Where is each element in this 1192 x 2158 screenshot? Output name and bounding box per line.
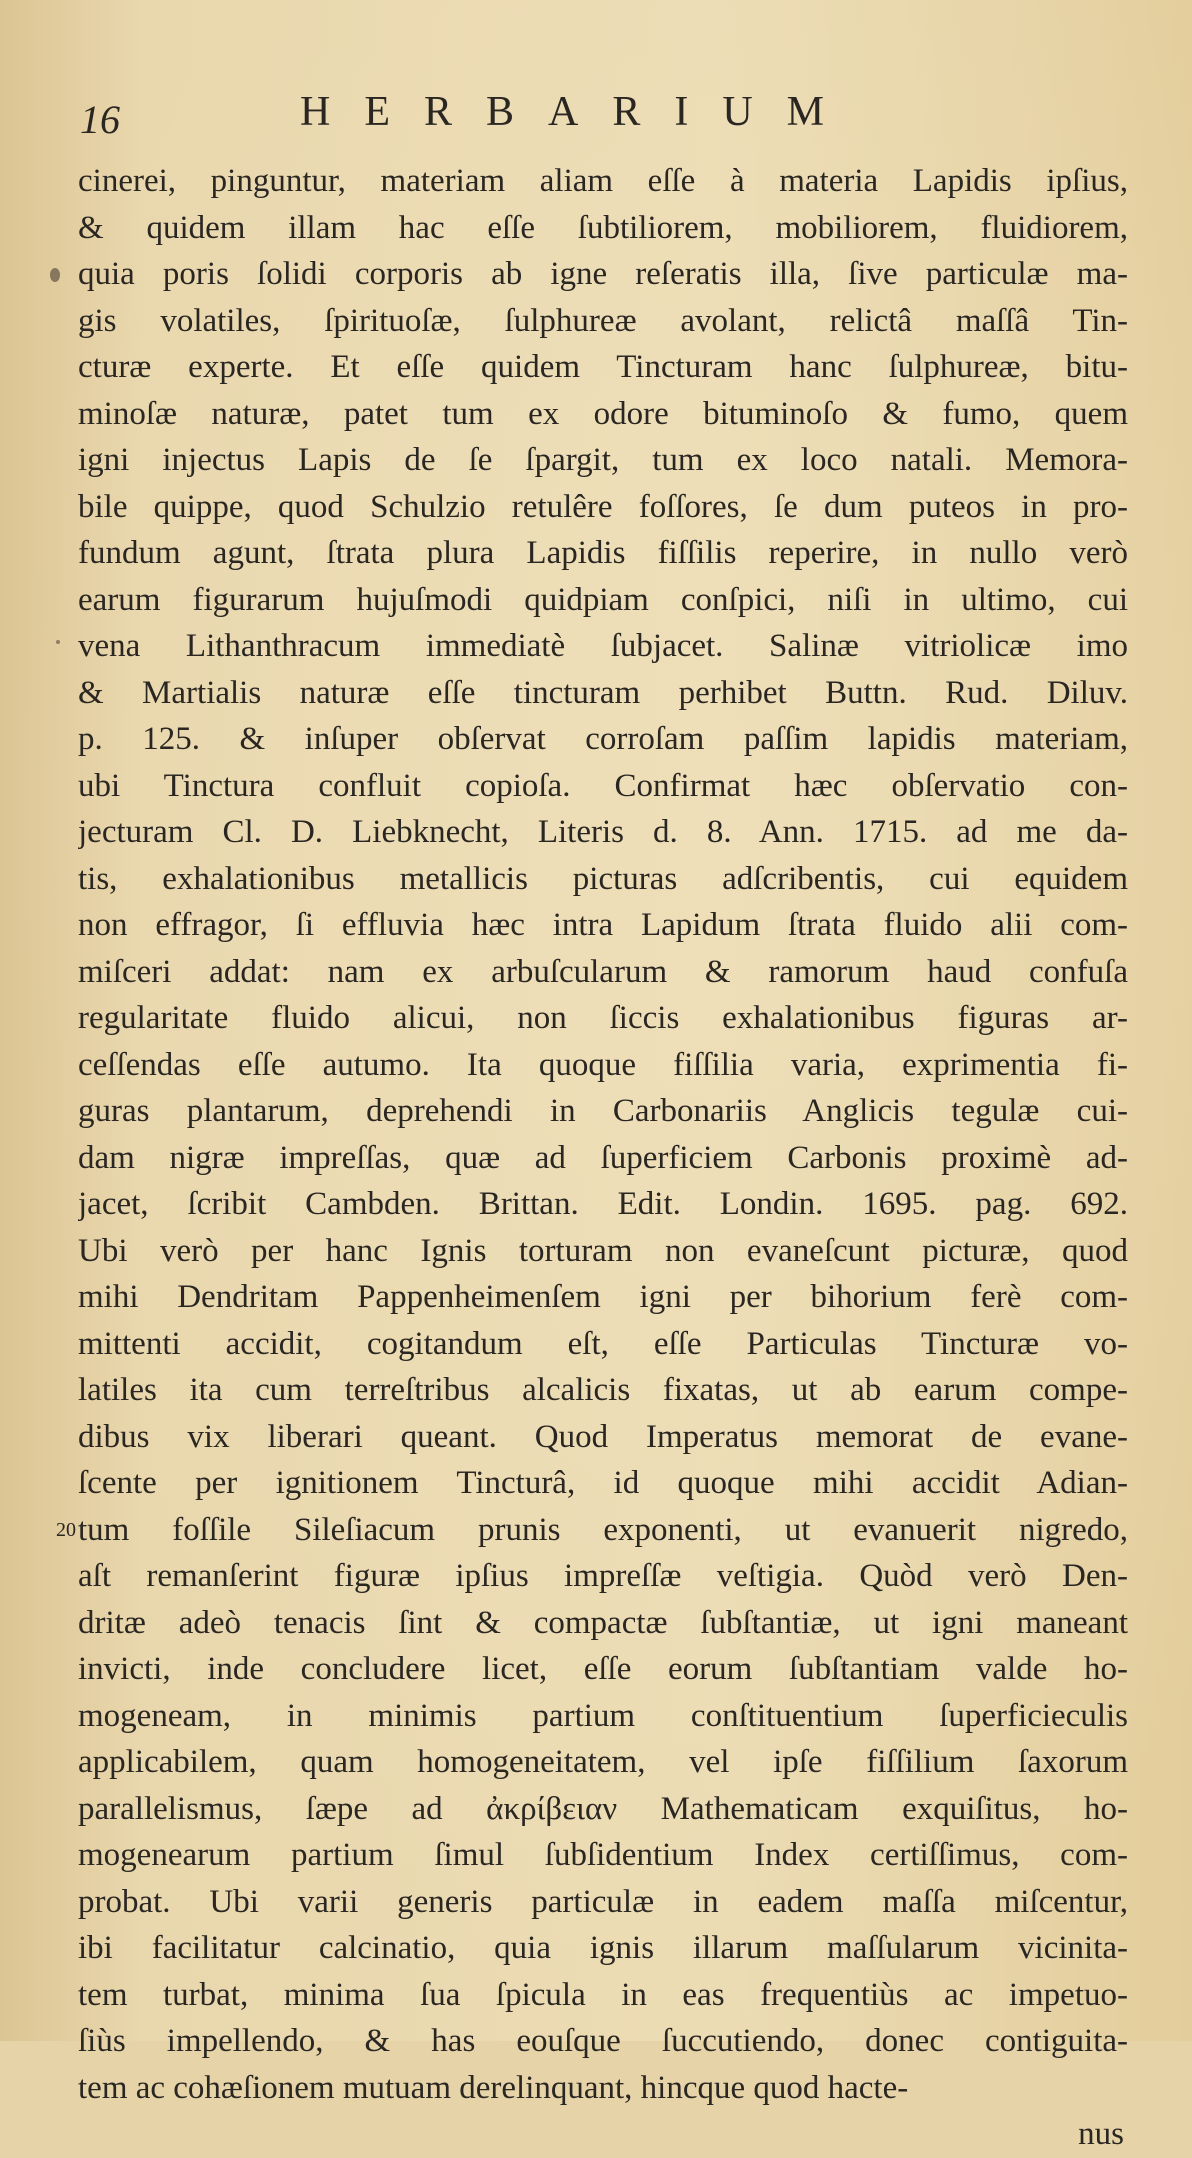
body-text [56, 158, 1128, 2158]
text-line-wrap [78, 1181, 1128, 1228]
text-line-wrap [78, 205, 1128, 252]
text-line-wrap [78, 949, 1128, 996]
text-line-wrap [78, 902, 1128, 949]
text-line: jecturam Cl. D. Liebknecht, Literis d. 8. Ann. 1715. ad me da- [78, 814, 1128, 850]
text-line-wrap [78, 344, 1128, 391]
text-line-wrap [78, 577, 1128, 624]
text-line-wrap [78, 1460, 1128, 1507]
text-line: fundum agunt, ſtrata plura Lapidis fiſſilis reperire, in nullo verò [78, 535, 1128, 571]
text-line: cturæ experte. Et eſſe quidem Tincturam hanc ſulphureæ, bitu- [78, 349, 1128, 385]
text-line: tum foſſile Sileſiacum prunis exponenti, ut evanuerit nigredo, [78, 1511, 1128, 1548]
text-line: dritæ adeò tenacis ſint & compactæ ſubſtantiæ, ut igni maneant [78, 1604, 1128, 1641]
text-line-wrap [78, 530, 1128, 577]
text-line: parallelismus, ſæpe ad ἀκρίβειαν Mathematicam exquiſitus, ho- [78, 1790, 1128, 1827]
text-line-wrap [78, 251, 1128, 298]
text-line: ſcente per ignitionem Tincturâ, id quoque mihi accidit Adian- [78, 1465, 1128, 1501]
text-line-wrap [78, 995, 1128, 1042]
text-line-wrap [78, 1600, 1128, 1647]
text-line-wrap [78, 391, 1128, 438]
text-line: ibi facilitatur calcinatio, quia ignis illarum maſſularum vicinita- [78, 1930, 1128, 1966]
text-line-wrap [78, 1972, 1128, 2019]
text-line-wrap [78, 158, 1128, 205]
text-line-wrap [78, 437, 1128, 484]
text-line: dibus vix liberari queant. Quod Imperatus memorat de evane- [78, 1418, 1128, 1455]
text-line-wrap [78, 1739, 1128, 1786]
text-line: minoſæ naturæ, patet tum ex odore bituminoſo & fumo, quem [78, 395, 1128, 432]
text-line: jacet, ſcribit Cambden. Brittan. Edit. Londin. 1695. pag. 692. [78, 1186, 1128, 1222]
text-line-wrap [78, 1042, 1128, 1089]
text-line: aſt remanſerint figuræ ipſius impreſſæ veſtigia. Quòd verò Den- [78, 1558, 1128, 1594]
text-line: igni injectus Lapis de ſe ſpargit, tum ex loco natali. Memora- [78, 442, 1128, 478]
text-line-wrap [78, 809, 1128, 856]
text-line: mogenearum partium ſimul ſubſidentium Index certiſſimus, com- [78, 1837, 1128, 1873]
text-line-wrap [78, 1832, 1128, 1879]
text-line-wrap [78, 2065, 1128, 2112]
text-line-wrap [78, 1553, 1128, 1600]
text-line: vena Lithanthracum immediatè ſubjacet. Salinæ vitriolicæ imo [78, 628, 1128, 664]
text-line: ceſſendas eſſe autumo. Ita quoque fiſſilia varia, exprimentia fi- [78, 1046, 1128, 1083]
text-line: earum figurarum hujuſmodi quidpiam conſpici, niſi in ultimo, cui [78, 581, 1128, 618]
text-line-wrap [78, 1646, 1128, 1693]
text-line-wrap [78, 2018, 1128, 2065]
catchword: nus [1078, 2116, 1124, 2152]
text-line: non effragor, ſi effluvia hæc intra Lapidum ſtrata fluido alii com- [78, 907, 1128, 943]
text-line-wrap [78, 1321, 1128, 1368]
text-line-wrap [78, 1693, 1128, 1740]
text-line: & quidem illam hac eſſe ſubtiliorem, mobiliorem, fluidiorem, [78, 209, 1128, 246]
margin-line-number: 20 [56, 1518, 76, 1541]
text-line: applicabilem, quam homogeneitatem, vel ipſe fiſſilium ſaxorum [78, 1744, 1128, 1780]
text-line-wrap [78, 623, 1128, 670]
text-line-wrap [56, 1507, 1128, 1554]
running-head [0, 88, 1192, 148]
text-line-wrap [78, 1786, 1128, 1833]
text-line-wrap [78, 1879, 1128, 1926]
ink-speck [56, 640, 60, 644]
text-line: ubi Tinctura confluit copioſa. Confirmat hæc obſervatio con- [78, 767, 1128, 804]
text-line: latiles ita cum terreſtribus alcalicis fixatas, ut ab earum compe- [78, 1372, 1128, 1408]
text-line: guras plantarum, deprehendi in Carbonariis Anglicis tegulæ cui- [78, 1093, 1128, 1129]
text-line: p. 125. & inſuper obſervat corroſam paſſim lapidis materiam, [78, 721, 1128, 757]
text-line-wrap [78, 670, 1128, 717]
text-line: gis volatiles, ſpirituoſæ, ſulphureæ avolant, relictâ maſſâ Tin- [78, 302, 1128, 339]
text-line-wrap [78, 1414, 1128, 1461]
text-line-wrap [78, 1367, 1128, 1414]
text-line-wrap [78, 1274, 1128, 1321]
text-line: miſceri addat: nam ex arbuſcularum & ramorum haud confuſa [78, 953, 1128, 990]
text-line-wrap [78, 1228, 1128, 1275]
text-line: cinerei, pinguntur, materiam aliam eſſe à materia Lapidis ipſius, [78, 163, 1128, 199]
text-line-wrap [78, 856, 1128, 903]
text-line: mogeneam, in minimis partium conſtituentium ſuperficieculis [78, 1697, 1128, 1734]
text-line: Ubi verò per hanc Ignis torturam non evaneſcunt picturæ, quod [78, 1232, 1128, 1269]
text-line: quia poris ſolidi corporis ab igne reſeratis illa, ſive particulæ ma- [78, 256, 1128, 292]
text-line: tis, exhalationibus metallicis picturas adſcribentis, cui equidem [78, 860, 1128, 897]
text-line: invicti, inde concludere licet, eſſe eorum ſubſtantiam valde ho- [78, 1651, 1128, 1687]
text-line: & Martialis naturæ eſſe tincturam perhibet Buttn. Rud. Diluv. [78, 674, 1128, 711]
running-title: HERBARIUM [300, 89, 859, 135]
text-line-wrap [78, 716, 1128, 763]
text-line: tem turbat, minima ſua ſpicula in eas frequentiùs ac impetuo- [78, 1976, 1128, 2013]
text-line-wrap [78, 763, 1128, 810]
text-line-wrap [78, 1088, 1128, 1135]
text-line: dam nigræ impreſſas, quæ ad ſuperficiem Carbonis proximè ad- [78, 1139, 1128, 1176]
text-line-wrap [78, 484, 1128, 531]
text-line: mittenti accidit, cogitandum eſt, eſſe Particulas Tincturæ vo- [78, 1325, 1128, 1362]
text-line: probat. Ubi varii generis particulæ in eadem maſſa miſcentur, [78, 1883, 1128, 1920]
text-line: mihi Dendritam Pappenheimenſem igni per bihorium ferè com- [78, 1279, 1128, 1315]
ink-blot [50, 268, 60, 282]
text-line-wrap [78, 298, 1128, 345]
text-line-wrap [78, 1925, 1128, 1972]
text-line: ſiùs impellendo, & has eouſque ſuccutiendo, donec contiguita- [78, 2023, 1128, 2059]
page-number: 16 [80, 97, 120, 142]
text-line-wrap [78, 1135, 1128, 1182]
text-line: regularitate fluido alicui, non ſiccis exhalationibus figuras ar- [78, 1000, 1128, 1036]
text-line: tem ac cohæſionem mutuam derelinquant, hincque quod hacte- [78, 2069, 909, 2106]
text-line: bile quippe, quod Schulzio retulêre foſſores, ſe dum puteos in pro- [78, 488, 1128, 525]
